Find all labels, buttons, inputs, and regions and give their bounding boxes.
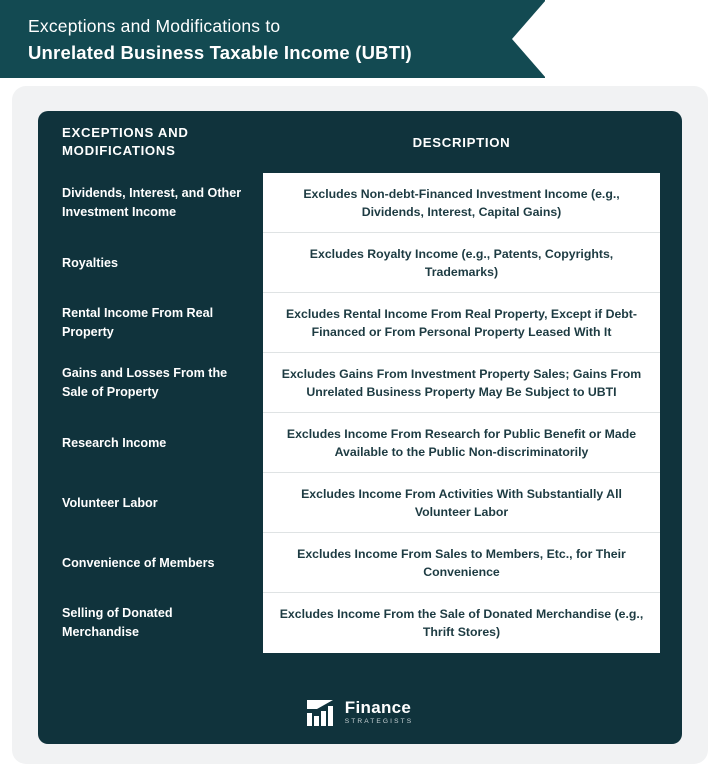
column-header-exceptions: EXCEPTIONS AND MODIFICATIONS <box>62 125 189 158</box>
column-header-description: DESCRIPTION <box>412 134 511 150</box>
row-description: Excludes Non-debt-Financed Investment Income (e.g., Dividends, Interest, Capital Gains) <box>263 173 660 233</box>
brand-name-secondary: STRATEGISTS <box>344 718 414 726</box>
brand-name-primary: Finance <box>344 698 412 718</box>
table-row <box>38 173 660 233</box>
row-label: Gains and Losses From the Sale of Property <box>62 366 228 399</box>
header-title-line1: Exceptions and Modifications to <box>28 16 281 36</box>
header-title-line2: Unrelated Business Taxable Income (UBTI) <box>28 42 412 63</box>
table-row <box>38 413 660 473</box>
row-description: Excludes Income From Activities With Substantially All Volunteer Labor <box>263 473 660 533</box>
row-description: Excludes Gains From Investment Property Sales; Gains From Unrelated Business Property May Be Subject to UBTI <box>263 353 660 413</box>
table-row <box>38 233 660 293</box>
row-label: Volunteer Labor <box>62 495 158 510</box>
row-description: Excludes Rental Income From Real Property, Except if Debt-Financed or From Personal Property Leased With It <box>263 293 660 353</box>
table-row <box>38 293 660 353</box>
table-row <box>38 473 660 533</box>
row-label: Research Income <box>62 435 167 450</box>
table-body <box>38 173 660 653</box>
row-label: Dividends, Interest, and Other Investment Income <box>62 186 242 219</box>
row-description: Excludes Income From Research for Public Benefit or Made Available to the Public Non-discriminatorily <box>263 413 660 473</box>
table-row <box>38 593 660 653</box>
row-description: Excludes Royalty Income (e.g., Patents, Copyrights, Trademarks) <box>263 233 660 293</box>
row-description: Excludes Income From Sales to Members, Etc., for Their Convenience <box>263 533 660 593</box>
row-label: Selling of Donated Merchandise <box>62 606 173 639</box>
table-row <box>38 353 660 413</box>
row-label: Convenience of Members <box>62 555 215 570</box>
brand-wordmark <box>345 699 413 726</box>
table-header-row <box>38 111 682 173</box>
row-description: Excludes Income From the Sale of Donated Merchandise (e.g., Thrift Stores) <box>263 593 660 653</box>
row-label: Royalties <box>62 255 118 270</box>
table-card <box>38 111 682 744</box>
header-banner <box>0 0 545 78</box>
table-row <box>38 533 660 593</box>
row-label: Rental Income From Real Property <box>62 306 214 339</box>
brand-logo <box>38 699 682 726</box>
chart-bars-icon <box>307 700 337 726</box>
